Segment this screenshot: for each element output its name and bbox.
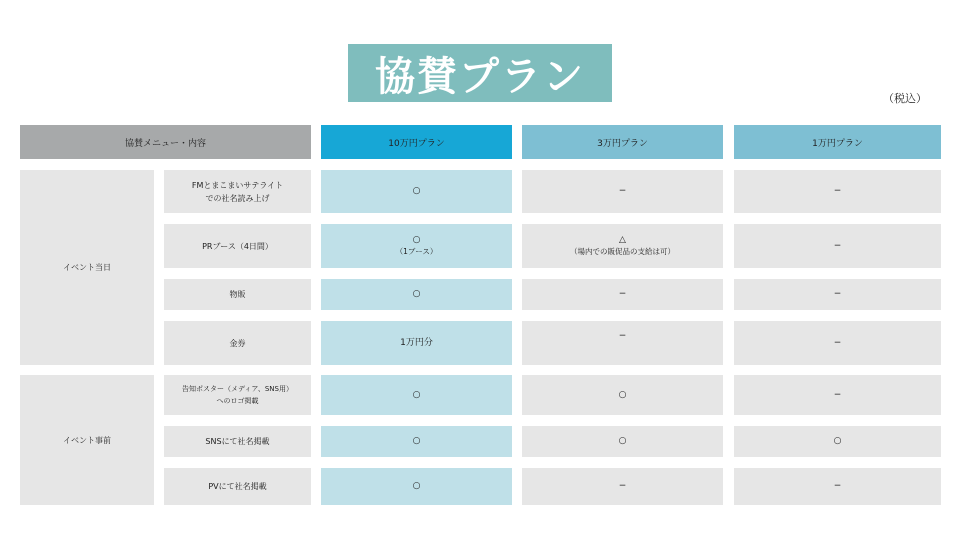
cell-1man [734,224,941,268]
item-line: へのロゴ掲載 [216,397,259,405]
cell-value: ○ [618,436,627,446]
cell-10man [321,375,512,415]
item-line: 告知ポスター（メディア、SNS用） [181,385,293,393]
cell-value: ○ [618,389,627,400]
cell-value: − [833,337,842,348]
cell-1man [734,468,941,505]
cell-value: ○ [412,481,421,491]
cell-value: △ [619,235,626,245]
cell-value: ○ [833,436,842,446]
item-pr-booth [164,224,311,268]
header-plan-1man: 1万円プラン [734,125,941,159]
cell-note: （1ブース） [395,247,438,256]
cell-value: − [833,186,842,196]
cell-value: − [833,389,842,400]
cell-note: （場内での販促品の支給は可） [570,247,675,256]
page-title: 協賛プラン [348,44,612,102]
header-menu-label: 協賛メニュー・内容 [20,125,311,159]
cell-3man [522,224,723,268]
item-poster-logo [164,375,311,415]
cell-value: − [833,240,842,251]
cell-1man [734,375,941,415]
cell-10man [321,321,512,365]
item-line: 物販 [229,290,246,299]
cell-1man [734,170,941,213]
item-line: FMとまこまいサテライト [191,180,284,190]
cell-10man [321,170,512,213]
cell-3man [522,279,723,310]
cell-value: − [618,289,627,299]
cell-value: − [833,481,842,491]
cell-3man [522,468,723,505]
group-pre-event: イベント事前 [20,375,154,505]
cell-1man [734,426,941,457]
item-pv-listing [164,468,311,505]
cell-10man [321,468,512,505]
cell-1man [734,279,941,310]
tax-note: （税込） [883,92,927,105]
cell-value: ○ [412,436,421,446]
cell-3man [522,426,723,457]
cell-value: ○ [412,186,421,196]
cell-3man [522,321,723,365]
item-line: SNSにて社名掲載 [205,437,270,446]
cell-10man [321,279,512,310]
item-voucher [164,321,311,365]
item-line: 金券 [229,338,246,348]
cell-3man [522,170,723,213]
group-event-day: イベント当日 [20,170,154,365]
item-sns-listing [164,426,311,457]
item-line: PRブース（4日間） [202,241,273,251]
cell-value: − [833,289,842,299]
cell-value: ○ [412,389,421,400]
header-plan-10man: 10万円プラン [321,125,512,159]
cell-3man [522,375,723,415]
cell-value: 1万円分 [400,337,433,348]
cell-value: − [618,481,627,491]
cell-value: ○ [412,235,421,245]
item-merch [164,279,311,310]
item-line: での社名読み上げ [205,193,270,203]
cell-10man [321,224,512,268]
cell-value: ○ [412,289,421,299]
cell-10man [321,426,512,457]
cell-1man [734,321,941,365]
header-plan-3man: 3万円プラン [522,125,723,159]
cell-value: − [618,331,627,341]
item-line: PVにて社名掲載 [208,482,267,491]
cell-value: − [618,186,627,196]
item-fm-reading [164,170,311,213]
